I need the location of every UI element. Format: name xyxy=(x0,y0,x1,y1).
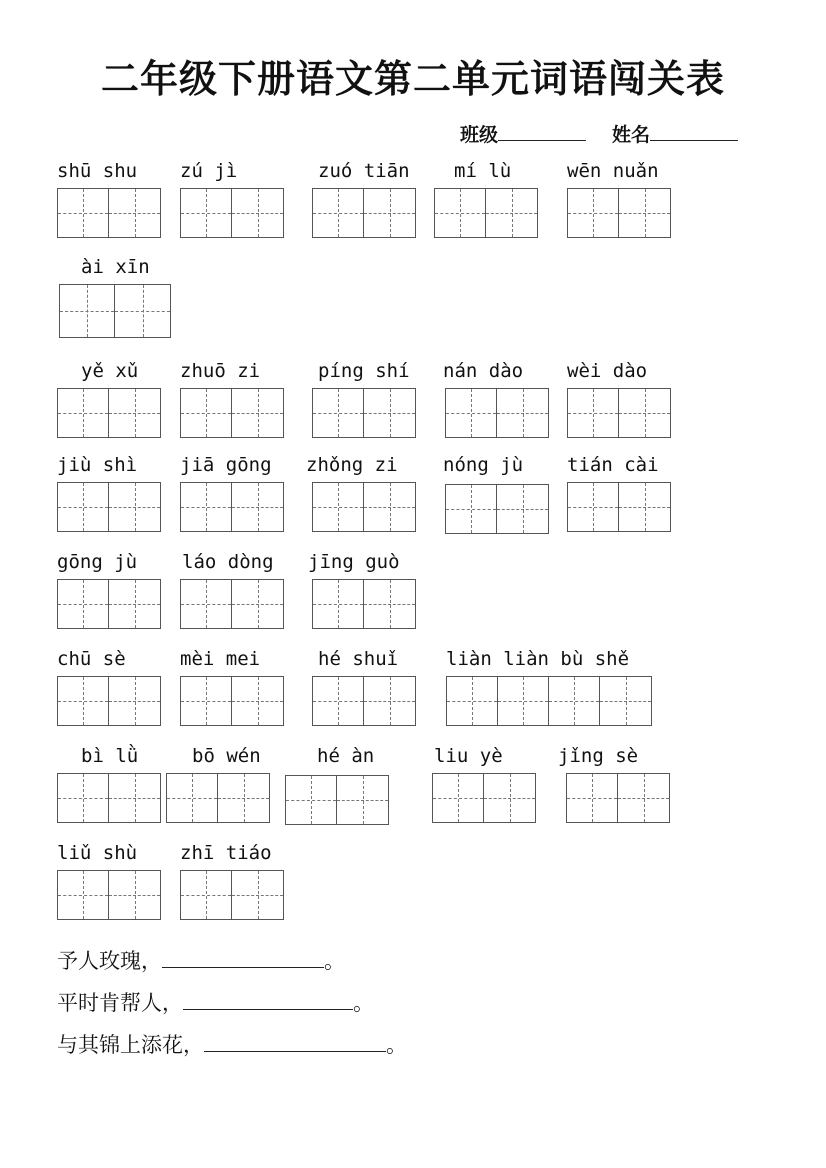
answer-blank[interactable] xyxy=(204,1031,386,1052)
sentence-line xyxy=(57,945,345,975)
char-boxes[interactable] xyxy=(59,284,171,338)
word-pinyin: liàn liàn bù shě xyxy=(446,648,630,670)
word-pinyin: bō wén xyxy=(192,745,261,767)
word-pinyin: jīng guò xyxy=(308,551,400,573)
char-boxes[interactable] xyxy=(567,188,671,238)
word-pinyin: píng shí xyxy=(318,360,410,382)
name-field xyxy=(612,120,738,147)
word-pinyin: liǔ shù xyxy=(57,842,138,864)
char-boxes[interactable] xyxy=(166,773,270,823)
word-pinyin: zhuō zi xyxy=(180,360,261,382)
sentence-line xyxy=(57,987,374,1017)
char-boxes[interactable] xyxy=(57,388,161,438)
word-pinyin: tián cài xyxy=(567,454,659,476)
char-boxes[interactable] xyxy=(180,388,284,438)
char-boxes[interactable] xyxy=(312,482,416,532)
answer-blank[interactable] xyxy=(183,989,353,1010)
worksheet-title: 二年级下册语文第二单元词语闯关表 xyxy=(100,57,725,101)
char-boxes[interactable] xyxy=(57,773,161,823)
word-pinyin: zhī tiáo xyxy=(180,842,272,864)
word-pinyin: nán dào xyxy=(443,360,524,382)
char-boxes[interactable] xyxy=(445,388,549,438)
char-boxes[interactable] xyxy=(566,773,670,823)
char-boxes[interactable] xyxy=(312,676,416,726)
char-boxes[interactable] xyxy=(432,773,536,823)
word-pinyin: liu yè xyxy=(434,745,503,767)
char-boxes[interactable] xyxy=(57,482,161,532)
char-boxes[interactable] xyxy=(180,676,284,726)
sentence-text: 予人玫瑰， xyxy=(57,949,162,973)
sentence-text: 平时肯帮人， xyxy=(57,991,183,1015)
char-boxes[interactable] xyxy=(312,188,416,238)
answer-blank[interactable] xyxy=(162,947,324,968)
sentence-line xyxy=(57,1029,407,1059)
word-pinyin: wèi dào xyxy=(567,360,648,382)
class-field xyxy=(460,120,586,147)
word-pinyin: yě xǔ xyxy=(81,360,139,382)
char-boxes[interactable] xyxy=(57,188,161,238)
word-pinyin: nóng jù xyxy=(443,454,524,476)
char-boxes[interactable] xyxy=(434,188,538,238)
word-pinyin: hé àn xyxy=(317,745,375,767)
char-boxes[interactable] xyxy=(57,676,161,726)
char-boxes[interactable] xyxy=(57,579,161,629)
sentence-text: 与其锦上添花， xyxy=(57,1033,204,1057)
sentence-end: 。 xyxy=(353,991,374,1015)
word-pinyin: wēn nuǎn xyxy=(567,160,659,182)
char-boxes[interactable] xyxy=(567,388,671,438)
word-pinyin: jiù shì xyxy=(57,454,138,476)
class-blank[interactable] xyxy=(498,122,586,141)
word-pinyin: ài xīn xyxy=(81,256,150,278)
char-boxes[interactable] xyxy=(180,870,284,920)
sentence-end: 。 xyxy=(324,949,345,973)
sentence-end: 。 xyxy=(386,1033,407,1057)
char-boxes[interactable] xyxy=(180,188,284,238)
word-pinyin: chū sè xyxy=(57,648,126,670)
word-pinyin: zú jì xyxy=(180,160,238,182)
word-pinyin: gōng jù xyxy=(57,551,138,573)
word-pinyin: jiā gōng xyxy=(180,454,272,476)
char-boxes[interactable] xyxy=(445,484,549,534)
char-boxes[interactable] xyxy=(312,388,416,438)
word-pinyin: jǐng sè xyxy=(558,745,639,767)
word-pinyin: mèi mei xyxy=(180,648,261,670)
word-pinyin: zuó tiān xyxy=(318,160,410,182)
char-boxes[interactable] xyxy=(180,579,284,629)
name-blank[interactable] xyxy=(650,122,738,141)
char-boxes[interactable] xyxy=(180,482,284,532)
word-pinyin: mí lù xyxy=(454,160,512,182)
word-pinyin: hé shuǐ xyxy=(318,648,399,670)
class-label: 班级 xyxy=(460,124,499,146)
name-label: 姓名 xyxy=(612,124,651,146)
word-pinyin: zhǒng zi xyxy=(306,454,398,476)
word-pinyin: shū shu xyxy=(57,160,138,182)
word-pinyin: láo dòng xyxy=(182,551,274,573)
char-boxes[interactable] xyxy=(57,870,161,920)
char-boxes[interactable] xyxy=(285,775,389,825)
char-boxes[interactable] xyxy=(312,579,416,629)
char-boxes[interactable] xyxy=(446,676,652,726)
char-boxes[interactable] xyxy=(567,482,671,532)
word-pinyin: bì lǜ xyxy=(81,745,139,767)
